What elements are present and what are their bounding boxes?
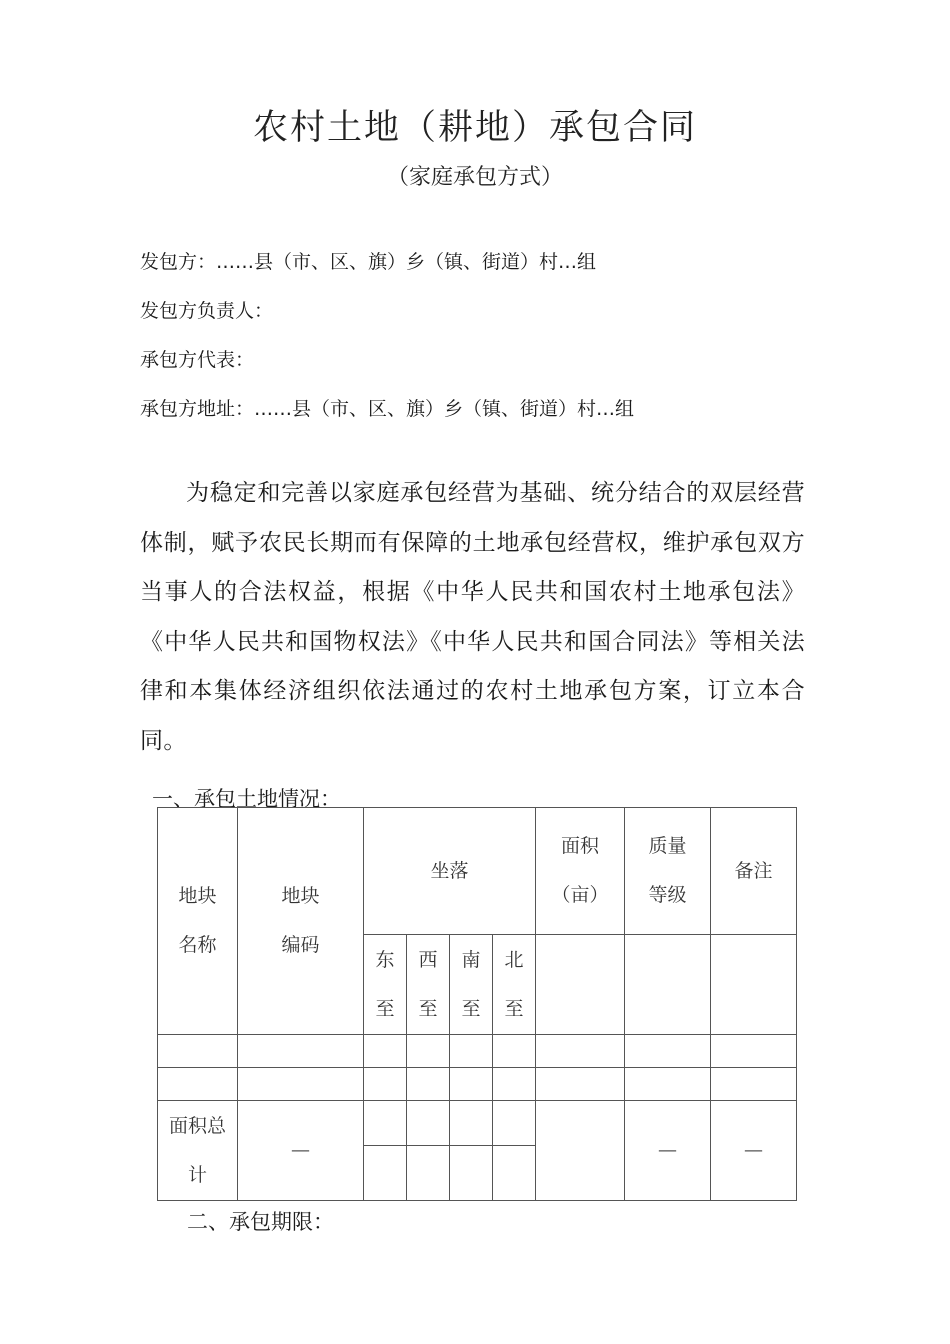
north-header: 北 至 [493,935,536,1035]
west-header: 西 至 [407,935,450,1035]
total-remarks-dash: — [711,1101,797,1201]
south-header: 南 至 [450,935,493,1035]
location-header: 坐落 [364,808,536,935]
total-area-cell [536,1101,625,1201]
land-table [157,807,797,1201]
table-row [158,1068,797,1101]
contractee-address-line: 承包方地址：……县（市、区、旗）乡（镇、街道）村…组 [140,398,635,420]
contractor-line: 发包方：……县（市、区、旗）乡（镇、街道）村…组 [140,251,597,273]
document-subtitle: （家庭承包方式） [386,165,563,190]
plot-name-header: 地块 名称 [158,808,238,1035]
remarks-cell [711,935,797,1035]
section-2-heading: 二、承包期限： [187,1210,334,1234]
intro-paragraph: 为稳定和完善以家庭承包经营为基础、统分结合的双层经营体制，赋予农民长期而有保障的土地承包经营权，维护承包双方当事人的合法权益，根据《中华人民共和国农村土地承包法》《中华人民共和国物权法》《中华人民共和国合同法》等相关法律和本集体经济组织依法通过的农村土地承包方案，订立本合同。 [140,480,805,754]
area-cell [536,935,625,1035]
contractee-rep-line: 承包方代表： [140,349,255,371]
area-header: 面积 （亩） [536,808,625,935]
quality-cell [625,935,711,1035]
east-header: 东 至 [364,935,407,1035]
total-area-label: 面积总 计 [158,1101,238,1201]
quality-header: 质量 等级 [625,808,711,935]
contractor-head-line: 发包方负责人： [140,300,274,322]
table-row [158,1035,797,1068]
total-code-dash: — [238,1101,364,1201]
plot-code-header: 地块 编码 [238,808,364,1035]
total-quality-dash: — [625,1101,711,1201]
section-1-heading: 一、承包土地情况： [152,787,341,811]
document-title: 农村土地（耕地）承包合同 [252,108,697,148]
remarks-header: 备注 [711,808,797,935]
